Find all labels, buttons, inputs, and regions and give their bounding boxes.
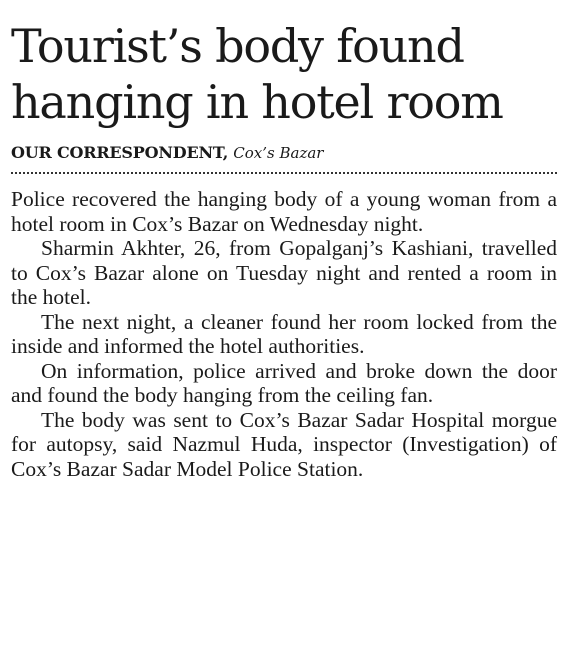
byline-location: Cox’s Bazar [233,144,324,162]
article-headline: Tourist’s body found hanging in hotel room [11,19,503,129]
article-paragraph: Sharmin Akhter, 26, from Gopalganj’s Kashiani, travelled to Cox’s Bazar alone on Tuesday night and rented a room in the hotel. [11,236,557,309]
article-body [11,187,557,481]
article-paragraph: Police recovered the hanging body of a young woman from a hotel room in Cox’s Bazar on Wednesday night. [11,187,557,236]
article-paragraph: The next night, a cleaner found her room locked from the inside and informed the hotel authorities. [11,309,557,358]
dotted-divider [11,172,557,174]
byline-author: OUR CORRESPONDENT, [11,143,229,162]
article-paragraph: On information, police arrived and broke down the door and found the body hanging from the ceiling fan. [11,358,557,407]
article-paragraph: The body was sent to Cox’s Bazar Sadar Hospital morgue for autopsy, said Nazmul Huda, inspector (Investigation) of Cox’s Bazar Sadar Model Police Station. [11,407,557,481]
news-article [11,18,557,481]
byline [11,143,557,163]
